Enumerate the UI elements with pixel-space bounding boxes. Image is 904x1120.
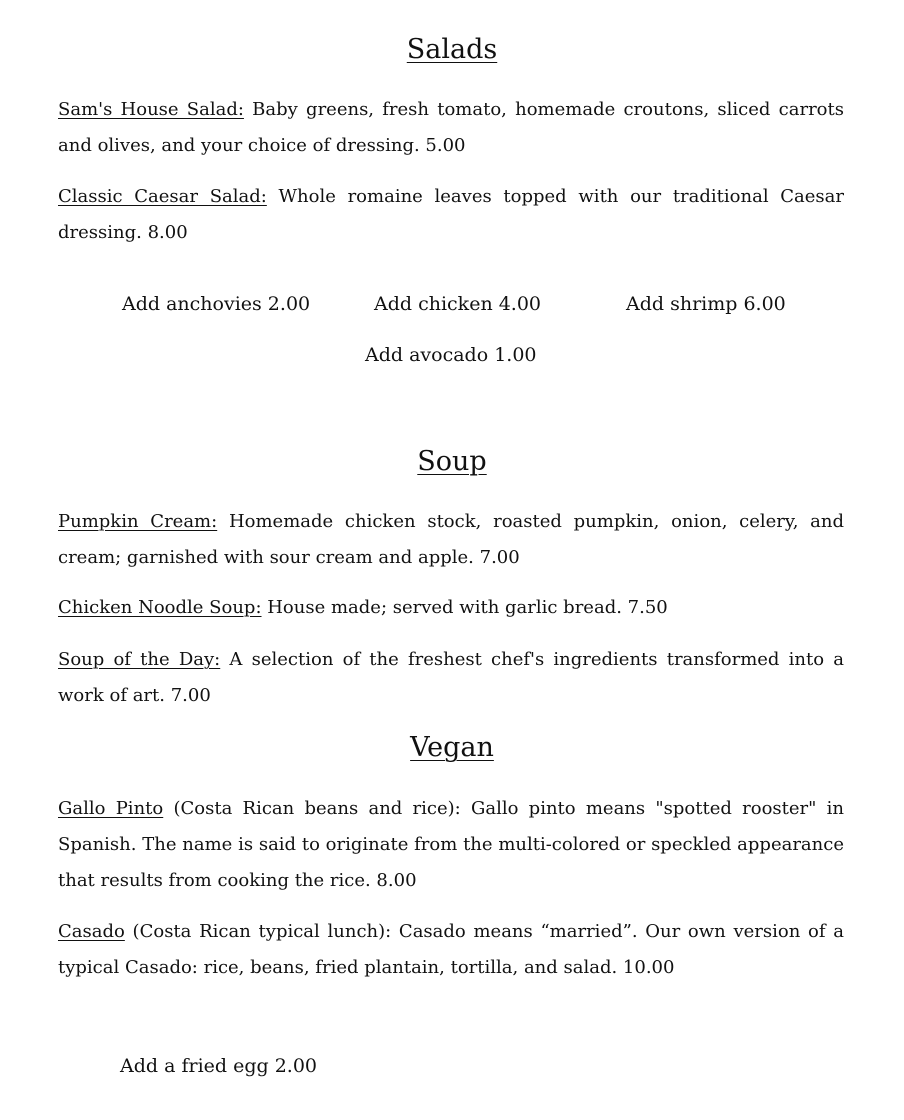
item-description: Whole romaine leaves topped with our traditional Caesar dressing. 8.00 xyxy=(58,186,845,243)
salads-heading: Salads xyxy=(406,34,498,65)
item-name: Pumpkin Cream: xyxy=(58,511,218,532)
menu-item-soup-of-the-day xyxy=(58,642,844,714)
item-description: (Costa Rican beans and rice): Gallo pinto means "spotted rooster" in Spanish. The name is said to originate from the multi-colored or speckled appearance that results from cooking the rice. 8.00 xyxy=(58,798,844,891)
item-name: Sam's House Salad: xyxy=(58,99,244,120)
menu-item-chicken-noodle-soup xyxy=(58,590,844,626)
vegan-heading: Vegan xyxy=(410,732,494,763)
menu-item-casado xyxy=(58,914,844,986)
menu-item-pumpkin-cream xyxy=(58,504,844,576)
addon-fried-egg: Add a fried egg 2.00 xyxy=(120,1055,318,1077)
item-description: House made; served with garlic bread. 7.50 xyxy=(261,597,668,618)
item-description: A selection of the freshest chef's ingredients transformed into a work of art. 7.00 xyxy=(58,649,844,706)
item-description: Baby greens, fresh tomato, homemade croutons, sliced carrots and olives, and your choice of dressing. 5.00 xyxy=(58,99,844,156)
item-name: Gallo Pinto xyxy=(58,798,164,819)
menu-item-classic-caesar-salad xyxy=(58,179,844,251)
item-name: Soup of the Day: xyxy=(58,649,221,670)
item-description: Homemade chicken stock, roasted pumpkin, onion, celery, and cream; garnished with sour cream and apple. 7.00 xyxy=(58,511,845,568)
addon-avocado: Add avocado 1.00 xyxy=(365,344,537,366)
item-name: Chicken Noodle Soup: xyxy=(58,597,262,618)
addon-shrimp: Add shrimp 6.00 xyxy=(626,293,786,315)
menu-item-gallo-pinto xyxy=(58,791,844,899)
soup-heading: Soup xyxy=(417,446,487,477)
addon-anchovies: Add anchovies 2.00 xyxy=(122,293,311,315)
item-name: Classic Caesar Salad: xyxy=(58,186,267,207)
item-name: Casado xyxy=(58,921,125,942)
addon-chicken: Add chicken 4.00 xyxy=(374,293,542,315)
item-description: (Costa Rican typical lunch): Casado means “married”. Our own version of a typical Casado: rice, beans, fried plantain, tortilla, and salad. 10.00 xyxy=(58,921,844,978)
menu-item-sams-house-salad xyxy=(58,92,844,164)
